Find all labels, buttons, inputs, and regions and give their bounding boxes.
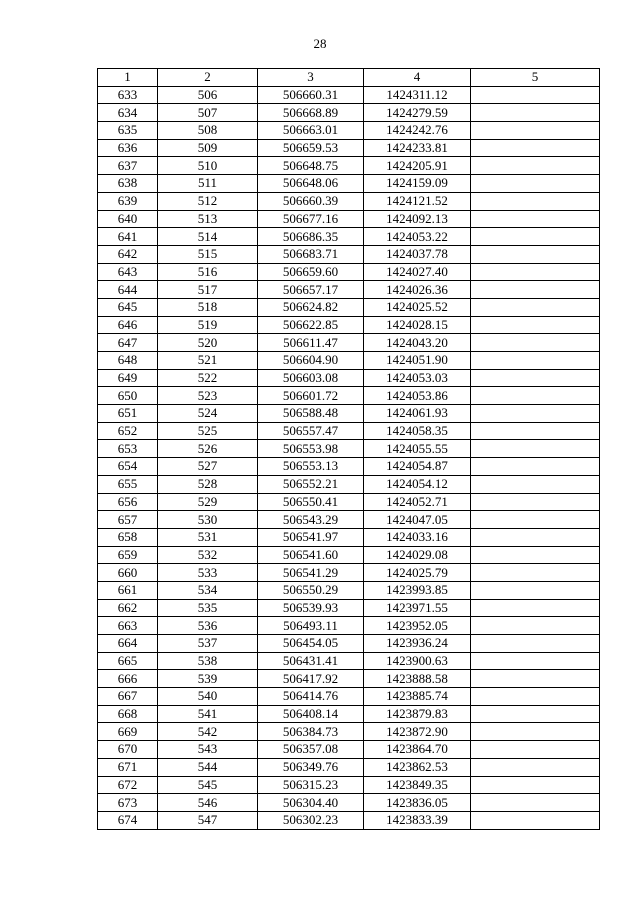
table-cell-col-4: 1424052.71 bbox=[364, 493, 471, 511]
table-cell-col-3: 506648.75 bbox=[258, 157, 364, 175]
table-cell-col-5 bbox=[471, 157, 600, 175]
table-row bbox=[98, 122, 600, 140]
table-cell-col-2: 542 bbox=[158, 723, 258, 741]
table-cell-col-3: 506601.72 bbox=[258, 387, 364, 405]
table-cell-col-2: 513 bbox=[158, 210, 258, 228]
table-row bbox=[98, 635, 600, 653]
table-cell-col-3: 506660.31 bbox=[258, 86, 364, 104]
table-cell-col-1: 634 bbox=[98, 104, 158, 122]
table-cell-col-5 bbox=[471, 139, 600, 157]
table-row bbox=[98, 617, 600, 635]
table-cell-col-4: 1424027.40 bbox=[364, 263, 471, 281]
table-cell-col-3: 506417.92 bbox=[258, 670, 364, 688]
table-cell-col-1: 662 bbox=[98, 599, 158, 617]
table-cell-col-1: 639 bbox=[98, 192, 158, 210]
table-cell-col-4: 1423936.24 bbox=[364, 635, 471, 653]
table-row bbox=[98, 157, 600, 175]
table-cell-col-5 bbox=[471, 122, 600, 140]
table-cell-col-2: 523 bbox=[158, 387, 258, 405]
table-cell-col-1: 657 bbox=[98, 511, 158, 529]
table-cell-col-1: 651 bbox=[98, 405, 158, 423]
table-cell-col-5 bbox=[471, 723, 600, 741]
table-cell-col-4: 1424053.22 bbox=[364, 228, 471, 246]
table-cell-col-2: 518 bbox=[158, 298, 258, 316]
table-cell-col-4: 1424311.12 bbox=[364, 86, 471, 104]
table-cell-col-4: 1423993.85 bbox=[364, 581, 471, 599]
table-row bbox=[98, 104, 600, 122]
table-cell-col-4: 1424055.55 bbox=[364, 440, 471, 458]
table-cell-col-4: 1424029.08 bbox=[364, 546, 471, 564]
table-cell-col-3: 506431.41 bbox=[258, 652, 364, 670]
table-cell-col-1: 647 bbox=[98, 334, 158, 352]
table-cell-col-1: 673 bbox=[98, 794, 158, 812]
table-row bbox=[98, 511, 600, 529]
table-cell-col-4: 1424121.52 bbox=[364, 192, 471, 210]
table-cell-col-5 bbox=[471, 440, 600, 458]
table-cell-col-2: 531 bbox=[158, 528, 258, 546]
table-cell-col-3: 506660.39 bbox=[258, 192, 364, 210]
table-cell-col-5 bbox=[471, 458, 600, 476]
table-cell-col-2: 524 bbox=[158, 405, 258, 423]
table-cell-col-3: 506611.47 bbox=[258, 334, 364, 352]
table-cell-col-3: 506541.29 bbox=[258, 564, 364, 582]
table-cell-col-5 bbox=[471, 369, 600, 387]
table-row bbox=[98, 599, 600, 617]
table-cell-col-3: 506648.06 bbox=[258, 175, 364, 193]
table-cell-col-3: 506557.47 bbox=[258, 422, 364, 440]
table-cell-col-2: 547 bbox=[158, 811, 258, 829]
table-cell-col-2: 512 bbox=[158, 192, 258, 210]
table-row bbox=[98, 688, 600, 706]
table-cell-col-4: 1424058.35 bbox=[364, 422, 471, 440]
table-cell-col-4: 1423888.58 bbox=[364, 670, 471, 688]
table-cell-col-4: 1423971.55 bbox=[364, 599, 471, 617]
table-cell-col-5 bbox=[471, 475, 600, 493]
table-cell-col-4: 1424092.13 bbox=[364, 210, 471, 228]
table-cell-col-3: 506414.76 bbox=[258, 688, 364, 706]
table-cell-col-5 bbox=[471, 528, 600, 546]
table-cell-col-4: 1424054.12 bbox=[364, 475, 471, 493]
table-cell-col-5 bbox=[471, 387, 600, 405]
table-cell-col-1: 666 bbox=[98, 670, 158, 688]
table-cell-col-3: 506384.73 bbox=[258, 723, 364, 741]
table-cell-col-3: 506541.60 bbox=[258, 546, 364, 564]
table-cell-col-1: 660 bbox=[98, 564, 158, 582]
table-cell-col-1: 633 bbox=[98, 86, 158, 104]
table-cell-col-1: 642 bbox=[98, 245, 158, 263]
table-row bbox=[98, 705, 600, 723]
table-cell-col-5 bbox=[471, 794, 600, 812]
table-cell-col-5 bbox=[471, 546, 600, 564]
table-row bbox=[98, 175, 600, 193]
table-cell-col-4: 1424053.03 bbox=[364, 369, 471, 387]
table-cell-col-3: 506539.93 bbox=[258, 599, 364, 617]
table-cell-col-4: 1424159.09 bbox=[364, 175, 471, 193]
table-cell-col-1: 653 bbox=[98, 440, 158, 458]
table-cell-col-4: 1424205.91 bbox=[364, 157, 471, 175]
table-cell-col-2: 533 bbox=[158, 564, 258, 582]
table-row bbox=[98, 192, 600, 210]
table-cell-col-3: 506541.97 bbox=[258, 528, 364, 546]
table-cell-col-3: 506550.29 bbox=[258, 581, 364, 599]
table-row bbox=[98, 263, 600, 281]
table-row bbox=[98, 440, 600, 458]
table-cell-col-2: 538 bbox=[158, 652, 258, 670]
table-cell-col-3: 506668.89 bbox=[258, 104, 364, 122]
table-cell-col-5 bbox=[471, 104, 600, 122]
table-cell-col-4: 1424047.05 bbox=[364, 511, 471, 529]
table-cell-col-2: 522 bbox=[158, 369, 258, 387]
table-cell-col-2: 520 bbox=[158, 334, 258, 352]
table-cell-col-5 bbox=[471, 564, 600, 582]
table-row bbox=[98, 564, 600, 582]
table-cell-col-5 bbox=[471, 758, 600, 776]
table-cell-col-4: 1423900.63 bbox=[364, 652, 471, 670]
table-row bbox=[98, 670, 600, 688]
table-cell-col-3: 506302.23 bbox=[258, 811, 364, 829]
header-cell-5: 5 bbox=[471, 69, 600, 87]
table-cell-col-2: 509 bbox=[158, 139, 258, 157]
table-cell-col-4: 1424061.93 bbox=[364, 405, 471, 423]
table-cell-col-2: 544 bbox=[158, 758, 258, 776]
table-cell-col-2: 507 bbox=[158, 104, 258, 122]
table-cell-col-5 bbox=[471, 352, 600, 370]
table-cell-col-2: 536 bbox=[158, 617, 258, 635]
table-cell-col-5 bbox=[471, 617, 600, 635]
table-cell-col-1: 645 bbox=[98, 298, 158, 316]
table-cell-col-5 bbox=[471, 228, 600, 246]
table-cell-col-3: 506349.76 bbox=[258, 758, 364, 776]
table-cell-col-4: 1424043.20 bbox=[364, 334, 471, 352]
table-cell-col-4: 1424279.59 bbox=[364, 104, 471, 122]
table-cell-col-3: 506659.53 bbox=[258, 139, 364, 157]
table-cell-col-5 bbox=[471, 263, 600, 281]
table-cell-col-2: 508 bbox=[158, 122, 258, 140]
table-row bbox=[98, 334, 600, 352]
table-cell-col-3: 506552.21 bbox=[258, 475, 364, 493]
table-cell-col-1: 649 bbox=[98, 369, 158, 387]
table-cell-col-3: 506493.11 bbox=[258, 617, 364, 635]
table-cell-col-5 bbox=[471, 298, 600, 316]
table-row bbox=[98, 86, 600, 104]
table-row bbox=[98, 758, 600, 776]
table-row bbox=[98, 210, 600, 228]
table-body bbox=[98, 86, 600, 829]
table-cell-col-1: 670 bbox=[98, 741, 158, 759]
table-cell-col-3: 506677.16 bbox=[258, 210, 364, 228]
table-row bbox=[98, 405, 600, 423]
table-row bbox=[98, 493, 600, 511]
table-cell-col-5 bbox=[471, 599, 600, 617]
table-row bbox=[98, 652, 600, 670]
table-row bbox=[98, 528, 600, 546]
header-cell-1: 1 bbox=[98, 69, 158, 87]
table-cell-col-2: 527 bbox=[158, 458, 258, 476]
table-cell-col-1: 656 bbox=[98, 493, 158, 511]
table-cell-col-4: 1424025.52 bbox=[364, 298, 471, 316]
table-cell-col-5 bbox=[471, 688, 600, 706]
table-cell-col-4: 1423885.74 bbox=[364, 688, 471, 706]
table-cell-col-3: 506553.13 bbox=[258, 458, 364, 476]
table-cell-col-2: 528 bbox=[158, 475, 258, 493]
table-cell-col-1: 672 bbox=[98, 776, 158, 794]
table-row bbox=[98, 422, 600, 440]
table-row bbox=[98, 316, 600, 334]
table-cell-col-5 bbox=[471, 511, 600, 529]
table-row bbox=[98, 741, 600, 759]
table-header-row bbox=[98, 69, 600, 87]
table-cell-col-1: 667 bbox=[98, 688, 158, 706]
table-cell-col-5 bbox=[471, 670, 600, 688]
table-cell-col-1: 648 bbox=[98, 352, 158, 370]
table-cell-col-1: 636 bbox=[98, 139, 158, 157]
table-cell-col-4: 1423849.35 bbox=[364, 776, 471, 794]
table-cell-col-3: 506622.85 bbox=[258, 316, 364, 334]
table-cell-col-3: 506659.60 bbox=[258, 263, 364, 281]
table-cell-col-2: 546 bbox=[158, 794, 258, 812]
coordinates-table bbox=[97, 68, 600, 830]
table-cell-col-4: 1423872.90 bbox=[364, 723, 471, 741]
table-cell-col-5 bbox=[471, 210, 600, 228]
table-cell-col-1: 671 bbox=[98, 758, 158, 776]
header-cell-3: 3 bbox=[258, 69, 364, 87]
table-cell-col-4: 1424028.15 bbox=[364, 316, 471, 334]
table-cell-col-4: 1424025.79 bbox=[364, 564, 471, 582]
table-cell-col-4: 1424037.78 bbox=[364, 245, 471, 263]
table-cell-col-2: 539 bbox=[158, 670, 258, 688]
table-row bbox=[98, 546, 600, 564]
table-cell-col-1: 661 bbox=[98, 581, 158, 599]
table-cell-col-3: 506604.90 bbox=[258, 352, 364, 370]
table-cell-col-3: 506357.08 bbox=[258, 741, 364, 759]
table-cell-col-3: 506657.17 bbox=[258, 281, 364, 299]
table-cell-col-4: 1423833.39 bbox=[364, 811, 471, 829]
table-cell-col-3: 506408.14 bbox=[258, 705, 364, 723]
table-cell-col-5 bbox=[471, 635, 600, 653]
table-cell-col-1: 643 bbox=[98, 263, 158, 281]
table-cell-col-1: 664 bbox=[98, 635, 158, 653]
header-cell-2: 2 bbox=[158, 69, 258, 87]
table-cell-col-2: 517 bbox=[158, 281, 258, 299]
table-cell-col-2: 516 bbox=[158, 263, 258, 281]
table-cell-col-1: 644 bbox=[98, 281, 158, 299]
table-row bbox=[98, 723, 600, 741]
table-row bbox=[98, 245, 600, 263]
table-cell-col-5 bbox=[471, 422, 600, 440]
header-cell-4: 4 bbox=[364, 69, 471, 87]
table-cell-col-2: 515 bbox=[158, 245, 258, 263]
table-cell-col-3: 506683.71 bbox=[258, 245, 364, 263]
table-cell-col-5 bbox=[471, 281, 600, 299]
table-cell-col-1: 663 bbox=[98, 617, 158, 635]
table-cell-col-2: 519 bbox=[158, 316, 258, 334]
table-cell-col-5 bbox=[471, 493, 600, 511]
table-cell-col-1: 635 bbox=[98, 122, 158, 140]
table-cell-col-1: 637 bbox=[98, 157, 158, 175]
table-cell-col-1: 640 bbox=[98, 210, 158, 228]
table-row bbox=[98, 811, 600, 829]
table-cell-col-2: 514 bbox=[158, 228, 258, 246]
table-cell-col-1: 665 bbox=[98, 652, 158, 670]
table-cell-col-2: 537 bbox=[158, 635, 258, 653]
table-cell-col-2: 511 bbox=[158, 175, 258, 193]
table-cell-col-2: 526 bbox=[158, 440, 258, 458]
table-cell-col-3: 506624.82 bbox=[258, 298, 364, 316]
table-row bbox=[98, 794, 600, 812]
table-cell-col-2: 510 bbox=[158, 157, 258, 175]
table-cell-col-5 bbox=[471, 334, 600, 352]
table-cell-col-5 bbox=[471, 581, 600, 599]
table-cell-col-5 bbox=[471, 175, 600, 193]
table-cell-col-1: 654 bbox=[98, 458, 158, 476]
table-cell-col-2: 541 bbox=[158, 705, 258, 723]
table-cell-col-3: 506454.05 bbox=[258, 635, 364, 653]
table-cell-col-1: 638 bbox=[98, 175, 158, 193]
table-cell-col-4: 1424054.87 bbox=[364, 458, 471, 476]
table-cell-col-3: 506588.48 bbox=[258, 405, 364, 423]
table-cell-col-5 bbox=[471, 245, 600, 263]
table-cell-col-3: 506550.41 bbox=[258, 493, 364, 511]
table-cell-col-5 bbox=[471, 776, 600, 794]
table-cell-col-2: 521 bbox=[158, 352, 258, 370]
table-cell-col-3: 506603.08 bbox=[258, 369, 364, 387]
table-row bbox=[98, 581, 600, 599]
table-cell-col-4: 1423879.83 bbox=[364, 705, 471, 723]
table-cell-col-5 bbox=[471, 86, 600, 104]
table-cell-col-2: 543 bbox=[158, 741, 258, 759]
table-row bbox=[98, 228, 600, 246]
table-cell-col-1: 658 bbox=[98, 528, 158, 546]
table-cell-col-1: 669 bbox=[98, 723, 158, 741]
table-cell-col-1: 655 bbox=[98, 475, 158, 493]
table-cell-col-5 bbox=[471, 192, 600, 210]
table-cell-col-1: 650 bbox=[98, 387, 158, 405]
table-row bbox=[98, 281, 600, 299]
page-number: 28 bbox=[313, 36, 327, 51]
table-cell-col-1: 646 bbox=[98, 316, 158, 334]
table-cell-col-3: 506304.40 bbox=[258, 794, 364, 812]
table-cell-col-1: 674 bbox=[98, 811, 158, 829]
table-cell-col-5 bbox=[471, 405, 600, 423]
table-cell-col-2: 506 bbox=[158, 86, 258, 104]
table-cell-col-3: 506663.01 bbox=[258, 122, 364, 140]
table-cell-col-3: 506686.35 bbox=[258, 228, 364, 246]
table-cell-col-1: 659 bbox=[98, 546, 158, 564]
table-cell-col-2: 540 bbox=[158, 688, 258, 706]
table-cell-col-4: 1424033.16 bbox=[364, 528, 471, 546]
table-row bbox=[98, 369, 600, 387]
table-cell-col-2: 532 bbox=[158, 546, 258, 564]
table-row bbox=[98, 387, 600, 405]
table-cell-col-2: 535 bbox=[158, 599, 258, 617]
table-cell-col-4: 1424233.81 bbox=[364, 139, 471, 157]
table-cell-col-2: 525 bbox=[158, 422, 258, 440]
table-cell-col-4: 1424026.36 bbox=[364, 281, 471, 299]
table-cell-col-2: 530 bbox=[158, 511, 258, 529]
table-cell-col-3: 506553.98 bbox=[258, 440, 364, 458]
table-cell-col-3: 506543.29 bbox=[258, 511, 364, 529]
table-row bbox=[98, 352, 600, 370]
table-cell-col-4: 1423952.05 bbox=[364, 617, 471, 635]
table-row bbox=[98, 475, 600, 493]
table-cell-col-4: 1423864.70 bbox=[364, 741, 471, 759]
table-cell-col-5 bbox=[471, 652, 600, 670]
table-cell-col-4: 1423862.53 bbox=[364, 758, 471, 776]
table-row bbox=[98, 298, 600, 316]
table-cell-col-2: 534 bbox=[158, 581, 258, 599]
table-row bbox=[98, 776, 600, 794]
table-cell-col-1: 652 bbox=[98, 422, 158, 440]
table-cell-col-4: 1424051.90 bbox=[364, 352, 471, 370]
table-cell-col-1: 668 bbox=[98, 705, 158, 723]
table-cell-col-5 bbox=[471, 705, 600, 723]
table-cell-col-5 bbox=[471, 741, 600, 759]
table-row bbox=[98, 458, 600, 476]
table-cell-col-5 bbox=[471, 811, 600, 829]
table-cell-col-4: 1424242.76 bbox=[364, 122, 471, 140]
table-row bbox=[98, 139, 600, 157]
table-cell-col-2: 529 bbox=[158, 493, 258, 511]
table-cell-col-5 bbox=[471, 316, 600, 334]
table-cell-col-2: 545 bbox=[158, 776, 258, 794]
table-cell-col-3: 506315.23 bbox=[258, 776, 364, 794]
table-cell-col-4: 1423836.05 bbox=[364, 794, 471, 812]
table-cell-col-1: 641 bbox=[98, 228, 158, 246]
table-cell-col-4: 1424053.86 bbox=[364, 387, 471, 405]
